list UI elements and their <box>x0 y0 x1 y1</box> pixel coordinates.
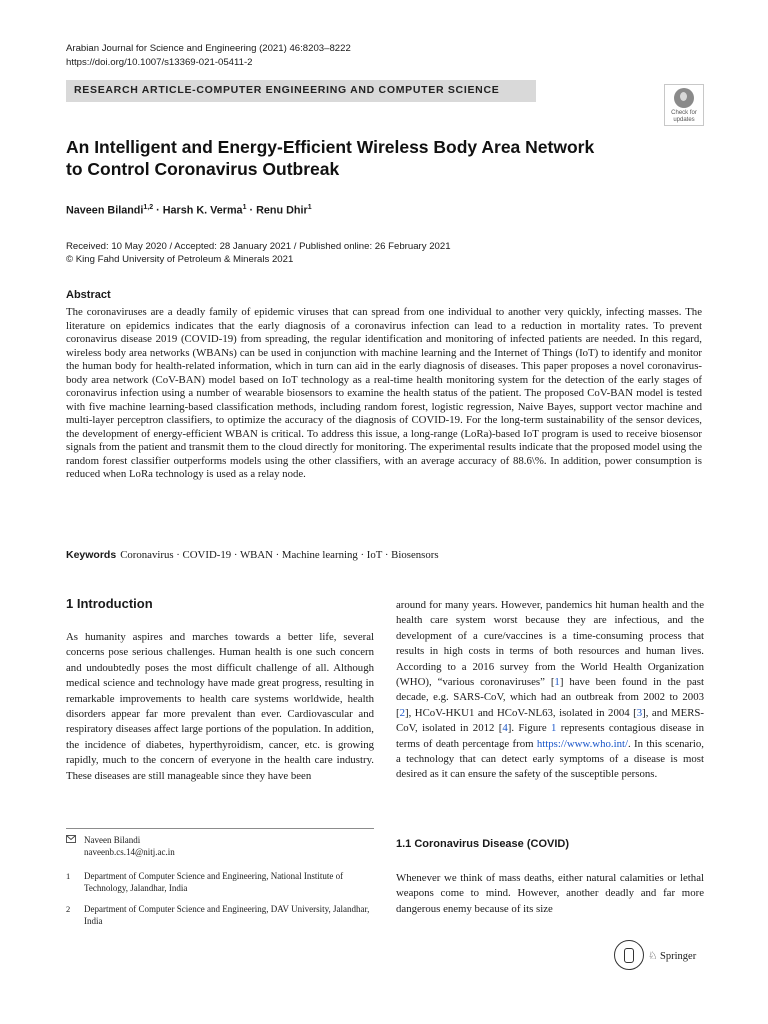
citation-link[interactable]: 2 <box>399 706 406 719</box>
abstract-heading: Abstract <box>66 289 111 301</box>
subsection-column-text: Whenever we think of mass deaths, either natural calamities or lethal weapons come to mind. However, another deadly and far more dangerous enemy because of its size <box>396 872 704 915</box>
history-dates: Received: 10 May 2020 / Accepted: 28 January 2021 / Published online: 26 February 2021 <box>66 241 451 252</box>
affiliation-text: Department of Computer Science and Engineering, DAV University, Jalandhar, India <box>84 904 370 926</box>
check-updates-icon <box>674 88 694 108</box>
springer-horse-icon: ♘ <box>648 951 658 962</box>
author-name[interactable]: Renu Dhir <box>256 204 308 217</box>
affiliation-text: Department of Computer Science and Engineering, National Institute of Technology, Jalandhar, India <box>84 871 344 893</box>
article-type-banner <box>66 80 536 102</box>
section-heading-introduction: 1 Introduction <box>66 596 153 611</box>
affiliation-mark: 1 <box>66 871 71 881</box>
envelope-icon <box>66 834 82 846</box>
keywords <box>66 549 439 561</box>
keywords-list: Coronavirus · COVID-19 · WBAN · Machine learning · IoT · Biosensors <box>120 549 439 561</box>
affiliation-footnote-1 <box>66 870 374 898</box>
subsection-heading-covid: 1.1 Coronavirus Disease (COVID) <box>396 838 570 850</box>
author-list <box>66 204 312 217</box>
intro-column-left: As humanity aspires and marches towards a better life, several concerns pose serious challenges. Human health is one such concern and undoubtedly poses the most difficult challenge of all. Although medical science and technology have made great progress, resulting in remarkable improvements to health care systems worldwide, health disorders appear far more prevalent than ever. Cardiovascular and respiratory diseases affect large portions of the population. In addition, the incidence of diabetes, hyperthyroidism, cancer, etc. is growing rapidly, much to the concern of everyone in the health care industry. These diseases are still manageable since they have been <box>66 631 374 782</box>
journal-citation: Arabian Journal for Science and Engineering (2021) 46:8203–8222 <box>66 43 351 54</box>
author-affiliation: 1 <box>242 204 247 211</box>
abstract-text: The coronaviruses are a deadly family of epidemic viruses that can spread from one individual to another very quickly, infecting masses. The literature on epidemics indicates that the early diagnosis of a coronavirus infection can lead to a reduction in mortality rates. To prevent coronavirus disease 2019 (COVID-19) from spreading, the regular identification and monitoring of infected patients are needed. In this regard, wireless body area networks (WBANs) can be used in conjunction with machine learning and the Internet of Things (IoT) to identify and monitor the human body for health-related information, which in turn can aid in the early diagnosis of diseases. This paper proposes a novel coronavirus-body area network (CoV-BAN) model based on IoT technology as a real-time health monitoring system for the detection of the early stages of coronavirus infection using a number of wearable biosensors to examine the health status of the patient. The proposed CoV-BAN model is tested with five machine learning-based classification methods, including random forest, logistic regression, Naive Bayes, support vector machine and multi-layer perceptron classifiers, to optimize the accuracy of the diagnosis of COVID-19. For the long-term sustainability of the sensor devices, the development of energy-efficient WBAN is critical. To address this issue, a long-range (LoRa)-based IoT program is used to receive biosensor signals from the patient and transmit them to the cloud directly for monitoring. The experimental results indicate that the proposed model using the random forest classifier outperforms models using the other classifiers, with an average accuracy of 88.6\%. In addition, power consumption is reduced when LoRa technology is used as a relay node. <box>66 306 702 480</box>
citation-link[interactable]: 4 <box>502 722 508 735</box>
publisher-name: ♘ Springer <box>648 951 697 962</box>
journal-doi[interactable]: https://doi.org/10.1007/s13369-021-05411-2 <box>66 57 253 68</box>
copyright-line: © King Fahd University of Petroleum & Minerals 2021 <box>66 254 294 265</box>
check-for-updates-badge[interactable] <box>664 84 704 126</box>
author-separator: · <box>153 204 163 217</box>
check-updates-label: Check for updates <box>671 110 697 123</box>
keywords-label: Keywords <box>66 549 117 561</box>
springer-seal-icon <box>614 940 644 970</box>
corresponding-author-name: Naveen Bilandi <box>84 835 141 845</box>
author-affiliation: 1,2 <box>143 204 154 211</box>
footnote-divider <box>66 828 374 829</box>
title-line-1: An Intelligent and Energy-Efficient Wireless Body Area Network <box>66 137 595 157</box>
who-url-link[interactable]: https://www.who.int/ <box>536 737 628 750</box>
author-affiliation: 1 <box>307 204 312 211</box>
publication-dates <box>66 240 451 266</box>
author-name[interactable]: Naveen Bilandi <box>66 204 144 217</box>
figure-link[interactable]: 1 <box>551 722 557 735</box>
intro-column-right: around for many years. However, pandemics hit human health and the health care system worst because they are infectious, and the development of a cure/vaccines is a time-consuming process that results in high costs in terms of both resources and human lives. According to a 2016 survey from the World Health Organization (WHO), “various coronaviruses” [1] have been found in the past decade, e.g. SARS-CoV, which had an outbreak from 2002 to 2003 [2], HCoV-HKU1 and HCoV-NL63, isolated in 2004 [3], and MERS-CoV, isolated in 2012 [4]. Figure 1 represents contagious disease in terms of death percentage from https://www.who.int/. In this scenario, a technology that can detect early symptoms of a disease is most desired as it can ensure the safety of the susceptible persons. <box>396 599 705 781</box>
springer-logo <box>614 940 714 974</box>
journal-header <box>66 42 351 70</box>
affiliation-footnote-2 <box>66 903 374 931</box>
citation-link[interactable]: 3 <box>636 706 643 719</box>
author-name[interactable]: Harsh K. Verma <box>162 204 243 217</box>
affiliation-mark: 2 <box>66 904 71 914</box>
paper-title <box>66 136 666 180</box>
corresponding-author-email[interactable]: naveenb.cs.14@nitj.ac.in <box>84 847 175 857</box>
citation-link[interactable]: 1 <box>554 676 560 689</box>
author-separator: · <box>246 204 257 217</box>
article-type-label: RESEARCH ARTICLE-COMPUTER ENGINEERING AND COMPUTER SCIENCE <box>74 84 500 96</box>
corresponding-author-footnote <box>66 834 374 864</box>
title-line-2: to Control Coronavirus Outbreak <box>66 159 340 179</box>
